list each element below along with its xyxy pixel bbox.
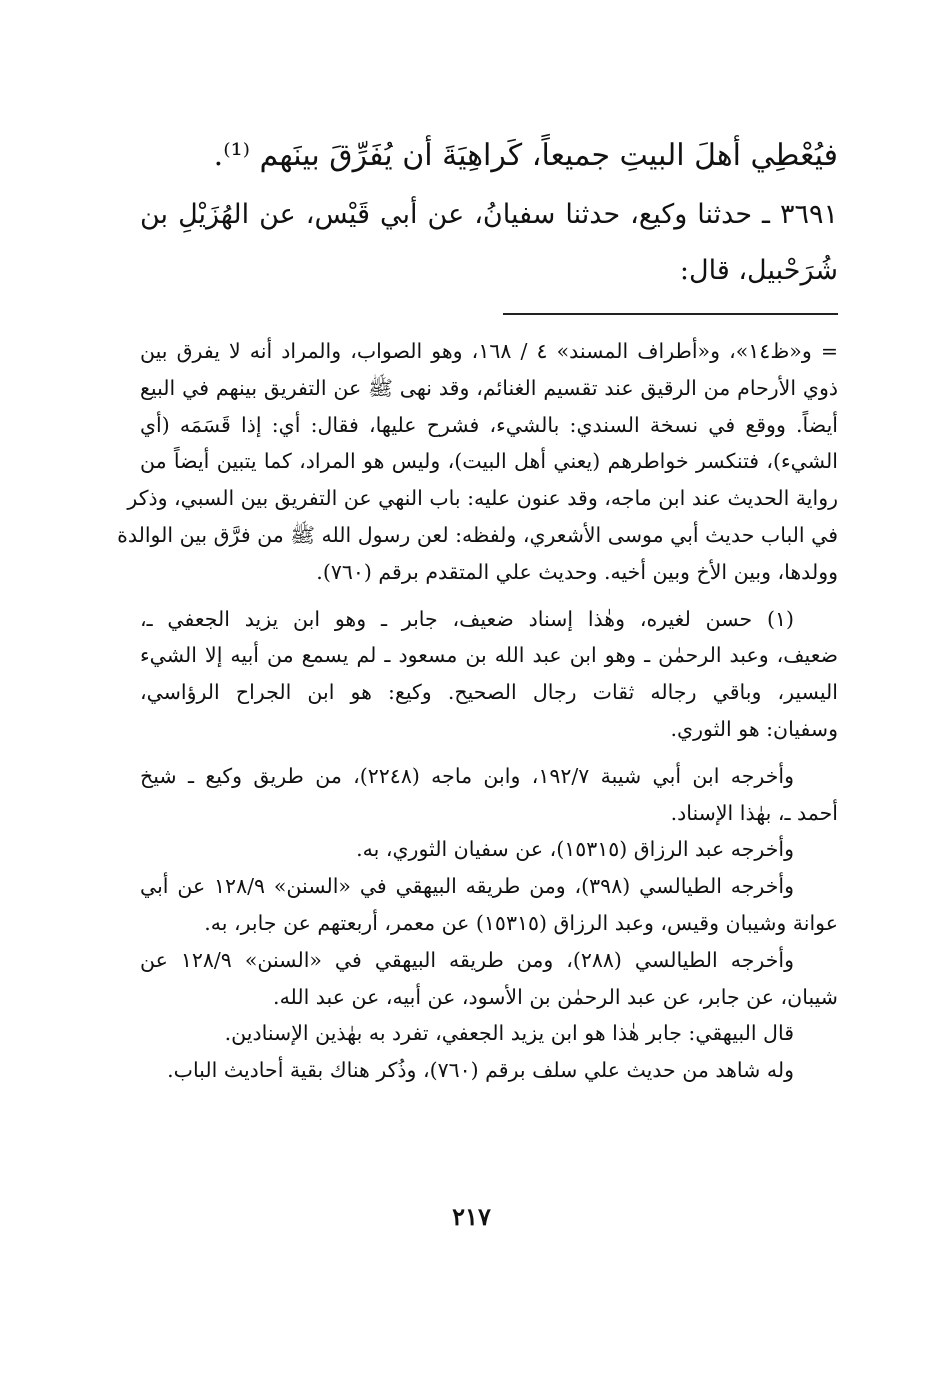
- footnote-line: اليسير، وباقي رجاله ثقات رجال الصحيح. وكيع: هو ابن الجراح الرؤاسي،: [140, 680, 838, 705]
- footnote-paragraph: [140, 831, 838, 868]
- main-line: شُرَحْبيل، قال:: [679, 255, 838, 286]
- page-number: ٢١٧: [452, 1202, 491, 1231]
- footnote-paragraph: [140, 942, 838, 1016]
- footnote-line: وأخرجه ابن أبي شيبة ١٩٢/٧، وابن ماجه (٢٢٤٨)، من طريق وكيع ـ شيخ: [140, 763, 794, 788]
- footnote-line: ذوي الأرحام من الرقيق عند تقسيم الغنائم، وقد نهى ﷺ عن التفريق بينهم في البيع: [140, 375, 838, 400]
- footnote-line: ضعيف، وعبد الرحمٰن ـ وهو ابن عبد الله بن مسعود ـ لم يسمع من أبيه إلا الشيء: [140, 643, 838, 668]
- footnote-line: وسفيان: هو الثوري.: [670, 716, 838, 741]
- footnote-1: [140, 601, 838, 748]
- footnote-paragraph: [140, 758, 838, 832]
- footnote-line: وله شاهد من حديث علي سلف برقم (٧٦٠)، وذُكر هناك بقية أحاديث الباب.: [167, 1058, 794, 1083]
- footnote-line: شيبان، عن جابر، عن عبد الرحمٰن بن الأسود، عن أبيه، عن عبد الله.: [273, 984, 838, 1009]
- footnote-line: وأخرجه عبد الرزاق (١٥٣١٥)، عن سفيان الثوري، به.: [356, 837, 794, 862]
- footnote-continuation: [117, 333, 838, 591]
- footnote-paragraph: [140, 868, 838, 942]
- footnote-line: رواية الحديث عند ابن ماجه، وقد عنون عليه: باب النهي عن التفريق بين السبي، وذكر: [127, 486, 838, 511]
- hadith-header-line: ٣٦٩١ ـ حدثنا وكيع، حدثنا سفيانُ، عن أبي قَيْس، عن الهُزَيْلِ بن: [140, 199, 838, 230]
- footnote-line: في الباب حديث أبي موسى الأشعري، ولفظه: لعن رسول الله ﷺ من فرَّق بين الوالدة: [117, 522, 838, 547]
- footnote-line: وأخرجه الطيالسي (٣٩٨)، ومن طريقه البيهقي في «السنن» ١٢٨/٩ عن أبي: [140, 874, 794, 899]
- footnote-separator: [503, 313, 838, 315]
- footnote-line: (١) حسن لغيره، وهٰذا إسناد ضعيف، جابر ـ وهو ابن يزيد الجعفي ـ،: [140, 606, 794, 631]
- footnote-line: أيضاً. ووقع في نسخة السندي: بالشيء، فشرح عليها، فقال: أي: إذا قَسَمَه (أي: [140, 412, 838, 437]
- footnote-paragraph: [140, 1015, 838, 1052]
- footnote-paragraph: [140, 1052, 838, 1089]
- footnotes: [117, 333, 838, 1089]
- footnote-line: عوانة وشيبان وقيس، وعبد الرزاق (١٥٣١٥) عن معمر، أربعتهم عن جابر، به.: [204, 910, 838, 935]
- footnote-line: = و«ظ١٤»، و«أطراف المسند» ٤ / ١٦٨، وهو الصواب، والمراد أنه لا يفرق بين: [140, 339, 838, 363]
- footnote-line: وولدها، وبين الأخ وبين أخيه. وحديث علي المتقدم برقم (٧٦٠).: [316, 559, 838, 584]
- main-line: فيُعْطِي أهلَ البيتِ جميعاً، كَراهِيَةَ أن يُفَرِّقَ بينَهم ⁽¹⁾.: [213, 138, 838, 173]
- footnote-line: أحمد ـ، بهٰذا الإسناد.: [670, 800, 838, 825]
- main-text: [140, 125, 838, 299]
- footnote-line: الشيء)، فتنكسر خواطرهم (يعني أهل البيت)، وليس هو المراد، كما يتبين أيضاً من: [140, 449, 838, 474]
- footnote-line: وأخرجه الطيالسي (٢٨٨)، ومن طريقه البيهقي في «السنن» ١٢٨/٩ عن: [140, 947, 794, 972]
- footnote-line: قال البيهقي: جابر هٰذا هو ابن يزيد الجعفي، تفرد به بهٰذين الإسنادين.: [224, 1021, 794, 1046]
